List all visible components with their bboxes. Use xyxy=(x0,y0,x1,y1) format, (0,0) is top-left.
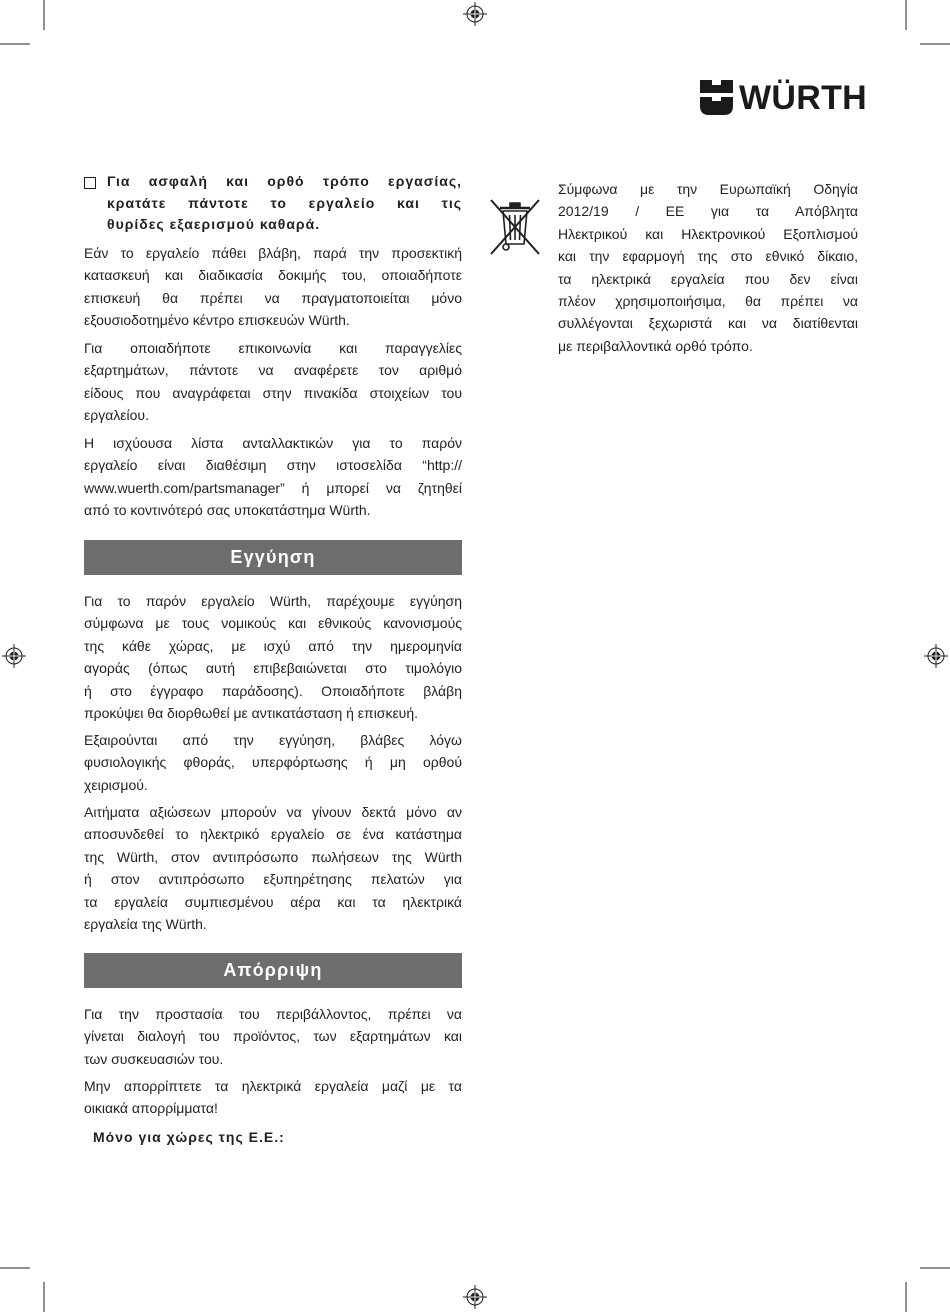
paragraph-line: είδους που αναγράφεται στην πινακίδα στοιχείων του xyxy=(84,384,462,401)
paragraph-line: Εξαιρούνται από την εγγύηση, βλάβες λόγω xyxy=(84,732,462,748)
warranty-exclusions-paragraph xyxy=(84,729,462,796)
warranty-claims-paragraph xyxy=(84,801,462,935)
crossed-out-wheelie-bin-icon xyxy=(487,194,543,258)
safety-tip xyxy=(107,171,462,236)
paragraph-line: Αιτήματα αξιώσεων μπορούν να γίνουν δεκτά μόνο αν xyxy=(84,804,462,820)
paragraph-line: εργαλείου. xyxy=(84,407,149,424)
paragraph-line: Η ισχύουσα λίστα ανταλλακτικών για το παρόν xyxy=(84,435,462,451)
paragraph-line: Σύμφωνα με την Ευρωπαϊκή Οδηγία xyxy=(558,181,858,197)
paragraph-line: φυσιολογικής φθοράς, υπερφόρτωσης ή μη ορθού xyxy=(84,754,462,771)
paragraph-line: τα εργαλεία συμπιεσμένου αέρα και τα ηλεκτρικά xyxy=(84,893,462,910)
paragraph-line: σύμφωνα με τους νομικούς και εθνικούς κανονισμούς xyxy=(84,615,462,632)
paragraph-line: ή στο έγγραφο παράδοσης). Οποιαδήποτε βλάβη xyxy=(84,682,462,699)
safety-tip-line: κρατάτε πάντοτε το εργαλείο και τις xyxy=(107,194,462,211)
repair-paragraph xyxy=(84,242,462,332)
eu-only-note: Μόνο για χώρες της Ε.Ε.: xyxy=(93,1129,285,1145)
warranty-paragraph xyxy=(84,590,462,724)
paragraph-line: επισκευή θα πρέπει να πραγματοποιείται μόνο xyxy=(84,289,462,306)
paragraph-line: πλέον χρησιμοποιήσιμα, θα πρέπει να xyxy=(558,292,858,309)
warranty-heading: Εγγύηση xyxy=(84,540,462,575)
paragraph-line: Εάν το εργαλείο πάθει βλάβη, παρά την προσεκτική xyxy=(84,245,462,261)
wurth-logo-icon xyxy=(700,80,733,115)
registration-mark-right xyxy=(924,644,948,668)
paragraph-line: αποσυνδεθεί το ηλεκτρικό εργαλείο σε ένα κατάστημα xyxy=(84,826,462,843)
safety-tip-line: θυρίδες εξαερισμού καθαρά. xyxy=(107,216,321,232)
disposal-paragraph xyxy=(84,1003,462,1070)
paragraph-line: της Würth, στον αντιπρόσωπο πωλήσεων της Würth xyxy=(84,848,462,865)
paragraph-line: κατασκευή και διαδικασία δοκιμής του, οποιαδήποτε xyxy=(84,267,462,284)
paragraph-line: χειρισμού. xyxy=(84,776,148,793)
paragraph-line: με περιβαλλοντικά ορθό τρόπο. xyxy=(558,337,753,354)
paragraph-line: γίνεται διαλογή του προϊόντος, των εξαρτημάτων και xyxy=(84,1028,462,1045)
contact-paragraph xyxy=(84,337,462,427)
paragraph-line: www.wuerth.com/partsmanager” ή μπορεί να ζητηθεί xyxy=(84,479,462,496)
disposal-heading: Απόρριψη xyxy=(84,953,462,988)
checkbox-icon xyxy=(84,177,96,189)
paragraph-line: τα ηλεκτρικά εργαλεία που δεν είναι xyxy=(558,270,858,287)
paragraph-line: εξαρτημάτων, πάντοτε να αναφέρετε τον αριθμό xyxy=(84,362,462,379)
weee-paragraph xyxy=(558,178,858,357)
paragraph-line: Ηλεκτρικού και Ηλεκτρονικού Εξοπλισμού xyxy=(558,225,858,242)
paragraph-line: και την εφαρμογή της στο εθνικό δίκαιο, xyxy=(558,248,858,265)
paragraph-line: από το κοντινότερό σας υποκατάστημα Würth. xyxy=(84,502,371,519)
paragraph-line: Για την προστασία του περιβάλλοντος, πρέπει να xyxy=(84,1006,462,1022)
paragraph-line: προκύψει θα διορθωθεί με αντικατάσταση ή επισκευή. xyxy=(84,704,419,721)
paragraph-line: της κάθε χώρας, με ισχύ από την ημερομηνία xyxy=(84,637,462,654)
registration-mark-bottom xyxy=(463,1285,487,1309)
paragraph-line: Μην απορρίπτετε τα ηλεκτρικά εργαλεία μαζί με τα xyxy=(84,1078,462,1094)
paragraph-line: συλλέγονται ξεχωριστά και να διατίθενται xyxy=(558,315,858,332)
paragraph-line: Για οποιαδήποτε επικοινωνία και παραγγελίες xyxy=(84,340,462,356)
household-waste-paragraph xyxy=(84,1075,462,1120)
paragraph-line: αγοράς (όπως αυτή επιβεβαιώνεται στο τιμολόγιο xyxy=(84,660,462,677)
paragraph-line: των συσκευασιών του. xyxy=(84,1050,224,1067)
paragraph-line: εργαλεία της Würth. xyxy=(84,915,207,932)
registration-mark-top xyxy=(463,2,487,26)
paragraph-line: Για το παρόν εργαλείο Würth, παρέχουμε εγγύηση xyxy=(84,593,462,609)
paragraph-line: εργαλείο είναι διαθέσιμη στην ιστοσελίδα “http:// xyxy=(84,457,462,474)
parts-list-paragraph xyxy=(84,432,462,522)
paragraph-line: 2012/19 / ΕΕ για τα Απόβλητα xyxy=(558,203,858,220)
wurth-logo-wordmark: WÜRTH xyxy=(739,79,868,117)
paragraph-line: ή στον αντιπρόσωπο εξυπηρέτησης πελατών για xyxy=(84,871,462,888)
registration-mark-left xyxy=(2,644,26,668)
safety-tip-line: Για ασφαλή και ορθό τρόπο εργασίας, xyxy=(107,173,462,189)
paragraph-line: εξουσιοδοτημένο κέντρο επισκευών Würth. xyxy=(84,312,350,329)
paragraph-line: οικιακά απορρίμματα! xyxy=(84,1100,218,1117)
